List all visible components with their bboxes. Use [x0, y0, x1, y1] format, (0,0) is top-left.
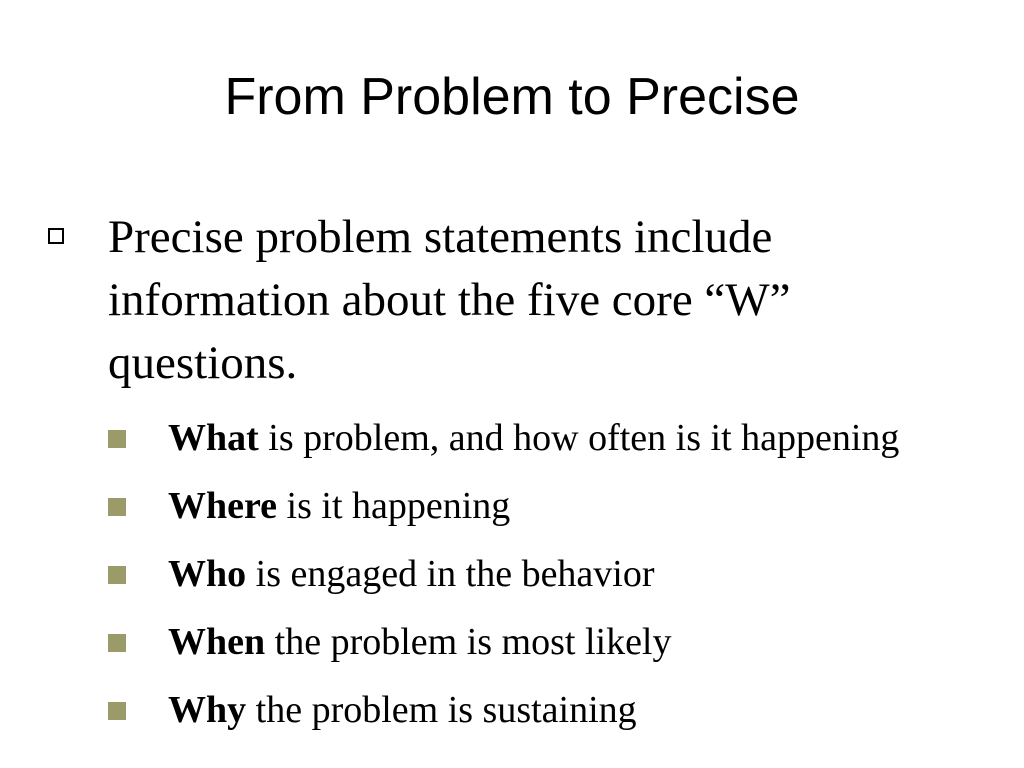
sub-bullet-rest: the problem is most likely [265, 621, 672, 663]
filled-square-bullet-icon [108, 430, 126, 448]
filled-square-bullet-icon [108, 634, 126, 652]
filled-square-bullet-icon [108, 702, 126, 720]
sub-bullet-keyword: What [168, 417, 259, 459]
sub-bullet-rest: is it happening [277, 485, 511, 527]
sub-bullet-rest: is engaged in the behavior [246, 553, 655, 595]
sub-bullet-why [108, 680, 1024, 748]
hollow-square-bullet-icon [48, 228, 64, 244]
slide-title: From Problem to Precise [224, 68, 800, 126]
sub-bullet-text [168, 612, 672, 672]
sub-bullet-text [168, 476, 510, 536]
sub-bullet-where [108, 476, 1024, 544]
sub-bullet-keyword: Who [168, 553, 247, 595]
sub-bullet-rest: is problem, and how often is it happening [258, 417, 900, 459]
main-bullet-text: Precise problem statements include information about the five core “W” questions. [108, 211, 791, 389]
filled-square-bullet-icon [108, 498, 126, 516]
sub-bullet-keyword: When [168, 621, 266, 663]
sub-bullet-when [108, 612, 1024, 680]
sub-bullet-list [108, 408, 1024, 748]
sub-bullet-who [108, 544, 1024, 612]
sub-bullet-rest: the problem is sustaining [246, 689, 637, 731]
sub-bullet-text [168, 408, 899, 468]
sub-bullet-keyword: Why [168, 689, 247, 731]
filled-square-bullet-icon [108, 566, 126, 584]
main-bullet [48, 206, 1008, 395]
sub-bullet-text [168, 680, 637, 740]
sub-bullet-text [168, 544, 655, 604]
sub-bullet-what [108, 408, 1024, 476]
sub-bullet-keyword: Where [168, 485, 278, 527]
